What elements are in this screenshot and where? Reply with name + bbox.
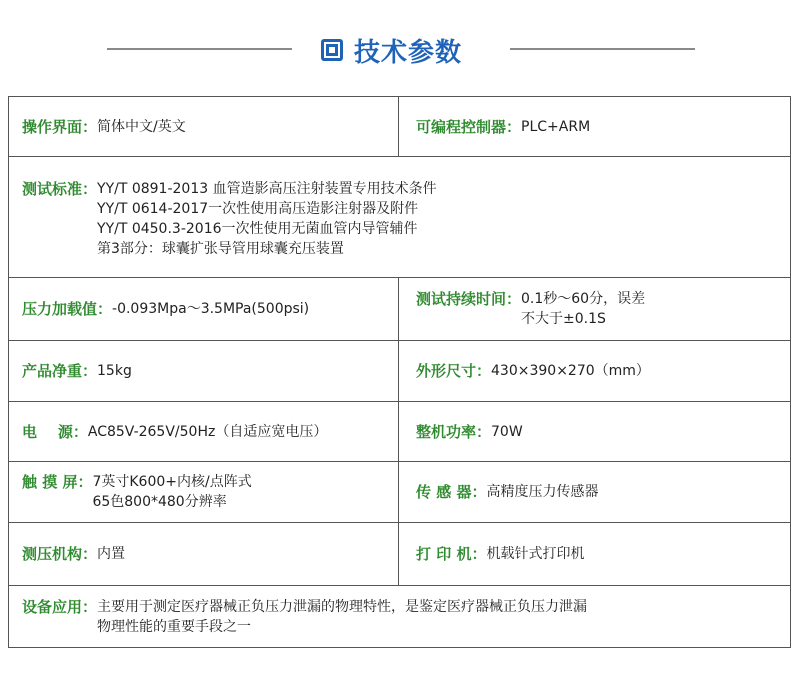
- spec-row: [9, 462, 790, 523]
- spec-row: [9, 97, 790, 157]
- title-group: [320, 30, 462, 70]
- spec-row: [9, 586, 790, 647]
- spec-value: 机载针式打印机: [486, 546, 585, 562]
- spec-row: [9, 157, 790, 278]
- spec-row: [9, 341, 790, 402]
- spec-label: 测试持续时间：: [416, 290, 522, 308]
- spec-value: 15kg: [97, 363, 132, 379]
- spec-row: [9, 523, 790, 586]
- spec-cell: [399, 402, 790, 461]
- spec-cell: [399, 462, 790, 522]
- spec-label: 测压机构：: [22, 545, 98, 563]
- spec-cell: [9, 97, 399, 156]
- spec-label: 产品净重：: [22, 362, 98, 380]
- spec-cell: [9, 157, 790, 277]
- spec-value: -0.093Mpa～3.5MPa(500psi): [112, 301, 310, 317]
- spec-value: 内置: [97, 546, 126, 562]
- spec-cell: [9, 402, 399, 461]
- spec-value: PLC+ARM: [521, 118, 591, 135]
- spec-label: 操作界面：: [22, 117, 98, 136]
- spec-cell: [9, 523, 399, 585]
- spec-value: AC85V-265V/50Hz（自适应宽电压）: [87, 423, 328, 440]
- spec-label: 测试标准：: [22, 180, 98, 198]
- spec-value: 高精度压力传感器: [486, 484, 599, 500]
- spec-cell: [9, 462, 399, 522]
- spec-value: 7英寸K600+内核/点阵式 65色800*480分辨率: [92, 474, 252, 510]
- spec-cell: [399, 341, 790, 401]
- spec-cell: [399, 97, 790, 156]
- spec-value: 主要用于测定医疗器械正负压力泄漏的物理特性，是鉴定医疗器械正负压力泄漏 物理性能的重要手段之一: [97, 598, 588, 635]
- page-title: 技术参数: [354, 37, 463, 68]
- spec-cell: [399, 278, 790, 340]
- chip-square-icon: [320, 38, 344, 62]
- spec-cell: [9, 341, 399, 401]
- spec-value: 430×390×270（mm）: [491, 363, 650, 379]
- spec-label: 外形尺寸：: [416, 362, 492, 380]
- spec-label: 传 感 器：: [416, 483, 487, 501]
- spec-label: 整机功率：: [416, 422, 492, 441]
- spec-cell: [9, 278, 399, 340]
- spec-label: 设备应用：: [22, 597, 98, 616]
- spec-label: 压力加载值：: [22, 300, 113, 318]
- spec-label: 打 印 机：: [416, 545, 487, 563]
- spec-row: [9, 402, 790, 462]
- spec-label: 可编程控制器：: [416, 117, 522, 136]
- spec-value: YY/T 0891-2013 血管造影高压注射装置专用技术条件 YY/T 0614-2017一次性使用高压造影注射器及附件 YY/T 0450.3-2016一次性使用无菌血管内导管辅件 第3部分：球囊扩张导管用球囊充压装置: [97, 181, 437, 257]
- spec-label: 电 源：: [22, 422, 88, 441]
- spec-cell: [9, 586, 790, 647]
- spec-label: 触 摸 屏：: [22, 473, 93, 491]
- spec-row: [9, 278, 790, 341]
- spec-cell: [399, 523, 790, 585]
- header-rule-left: [107, 48, 292, 50]
- spec-value: 0.1秒～60分，误差 不大于±0.1S: [521, 291, 646, 327]
- spec-table: [8, 96, 791, 648]
- header-rule-right: [510, 48, 695, 50]
- spec-value: 70W: [491, 423, 523, 440]
- spec-value: 简体中文/英文: [97, 118, 186, 135]
- section-header: [0, 0, 800, 95]
